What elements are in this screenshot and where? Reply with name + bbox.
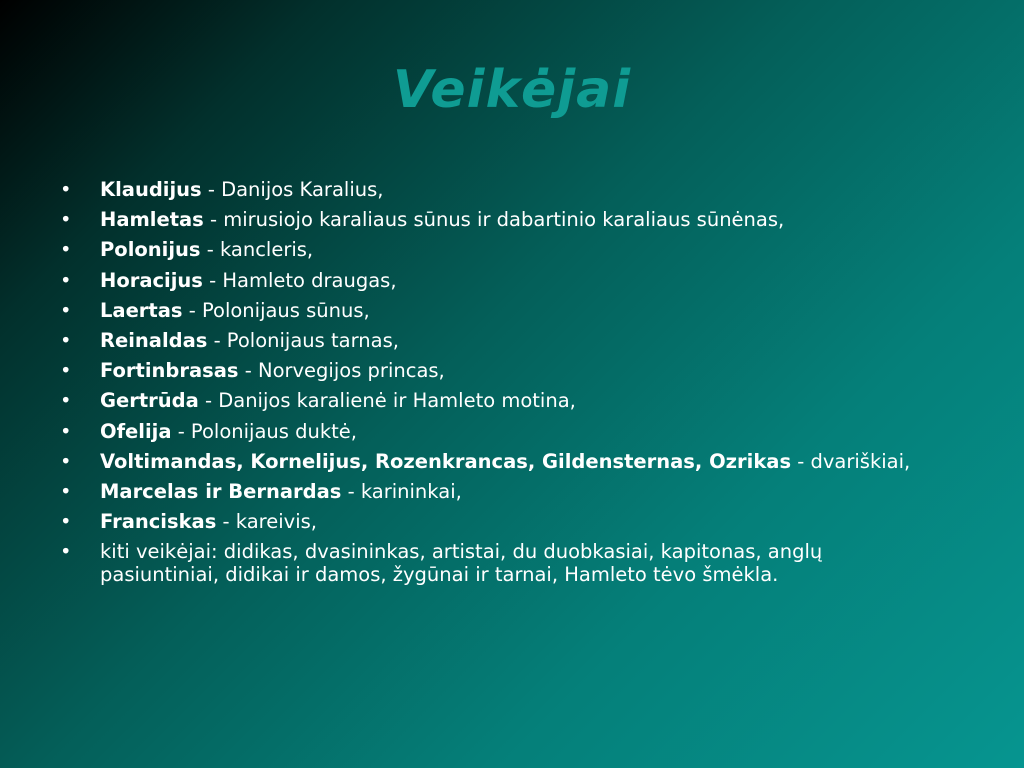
character-description: - kareivis, [216, 510, 317, 534]
character-name: Fortinbrasas [100, 359, 239, 383]
character-name: Horacijus [100, 268, 203, 292]
character-description: - Hamleto draugas, [202, 268, 397, 292]
list-item [60, 450, 940, 473]
bullet-icon: • [60, 479, 72, 503]
character-description: - mirusiojo karaliaus sūnus ir dabartinio karaliaus sūnėnas, [203, 208, 785, 232]
character-description: - Polonijaus tarnas, [207, 328, 399, 352]
list-item [60, 510, 940, 533]
list-item [60, 359, 940, 382]
bullet-icon: • [60, 178, 72, 201]
bullet-icon: • [60, 298, 72, 322]
list-item [60, 540, 940, 586]
slide-title: Veikėjai [392, 60, 632, 120]
list-item [60, 178, 940, 201]
list-item [60, 299, 940, 322]
bullet-icon: • [60, 268, 72, 292]
character-name: Ofelija [100, 419, 172, 443]
list-item [60, 269, 940, 292]
character-name: Gertrūda [100, 389, 199, 413]
character-description: - Danijos karalienė ir Hamleto motina, [198, 389, 576, 413]
character-description: - Danijos Karalius, [201, 178, 384, 201]
character-name: Hamletas [100, 208, 204, 232]
character-name: Voltimandas, Kornelijus, Rozenkrancas, Gildensternas, Ozrikas [100, 449, 792, 473]
bullet-icon: • [60, 389, 72, 413]
character-name: Franciskas [100, 510, 217, 534]
list-item [60, 420, 940, 443]
bullet-icon: • [60, 510, 72, 534]
bullet-icon: • [60, 359, 72, 383]
bullet-icon: • [60, 540, 72, 564]
character-description: kiti veikėjai: didikas, dvasininkas, artistai, du duobkasiai, kapitonas, anglų pasiuntiniai, didikai ir damos, žygūnai ir tarnai, Hamleto tėvo šmėkla. [100, 540, 823, 587]
character-description: - Norvegijos princas, [238, 359, 445, 383]
character-description: - kancleris, [200, 238, 314, 262]
character-name: Laertas [100, 298, 183, 322]
bullet-icon: • [60, 238, 72, 262]
bullet-icon: • [60, 419, 72, 443]
character-name: Polonijus [100, 238, 201, 262]
list-item [60, 389, 940, 412]
character-name: Klaudijus [100, 178, 202, 201]
character-description: - karininkai, [341, 479, 462, 503]
character-description: - Polonijaus duktė, [171, 419, 358, 443]
list-item [60, 238, 940, 261]
character-list [60, 178, 940, 593]
list-item [60, 208, 940, 231]
character-name: Reinaldas [100, 328, 208, 352]
list-item [60, 329, 940, 352]
bullet-icon: • [60, 449, 72, 473]
list-item [60, 480, 940, 503]
character-name: Marcelas ir Bernardas [100, 479, 342, 503]
character-description: - dvariškiai, [791, 449, 911, 473]
bullet-icon: • [60, 208, 72, 232]
bullet-icon: • [60, 328, 72, 352]
character-description: - Polonijaus sūnus, [182, 298, 370, 322]
